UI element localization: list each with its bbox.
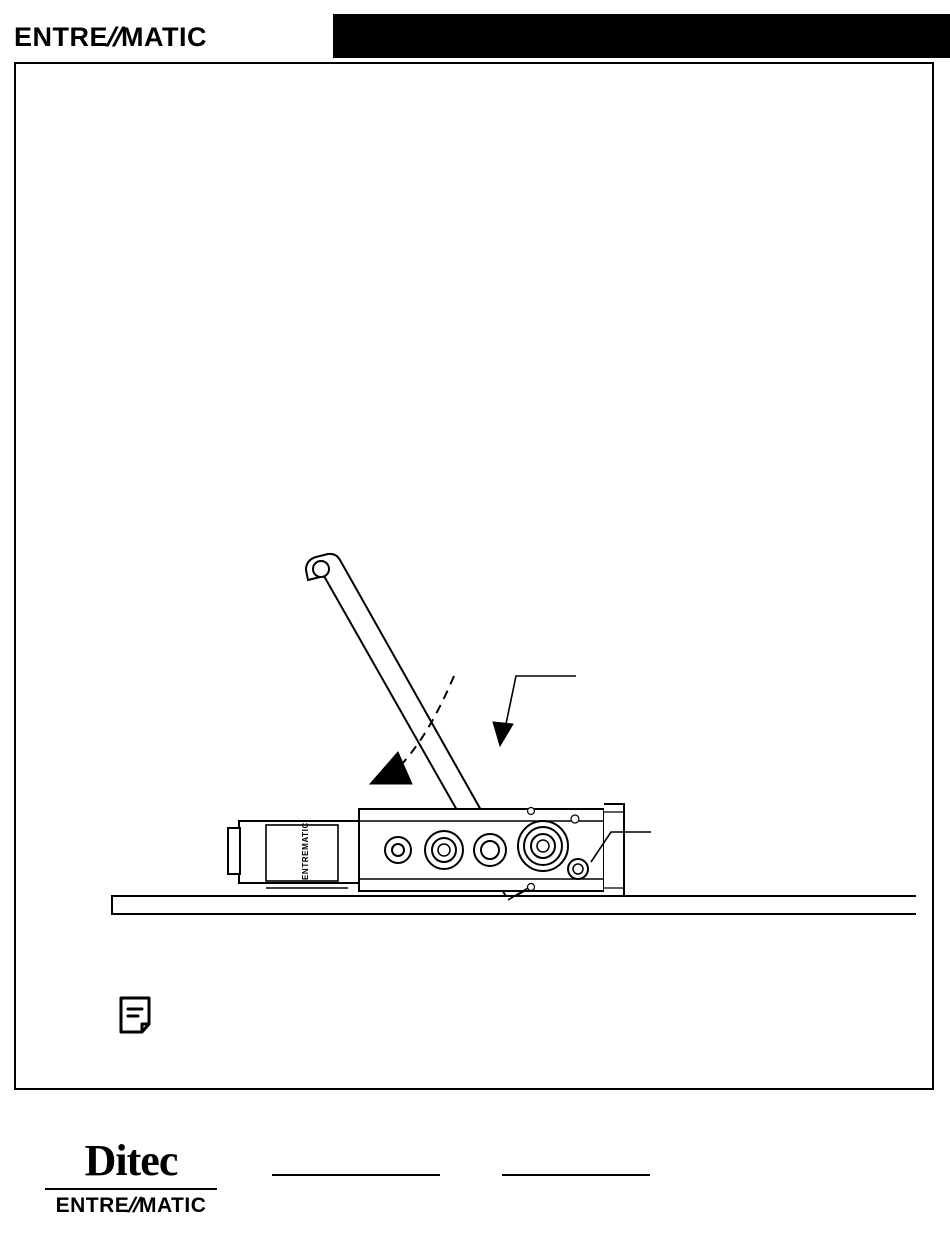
technical-illustration bbox=[76, 484, 916, 994]
entrematic-wordmark-prefix: ENTRE bbox=[14, 22, 109, 52]
entrematic-wordmark-suffix: MATIC bbox=[121, 22, 208, 52]
note-block bbox=[116, 994, 896, 1054]
footer-field-one-rule bbox=[272, 1174, 440, 1176]
entrematic-wordmark-slash: // bbox=[103, 22, 127, 52]
device-brand-label: ENTREMATIC bbox=[301, 822, 310, 880]
note-document-icon bbox=[116, 994, 160, 1038]
footer-field-two-rule bbox=[502, 1174, 650, 1176]
header-title-bar bbox=[333, 14, 950, 58]
entrematic-sub-slash: // bbox=[125, 1194, 143, 1217]
entrematic-wordmark bbox=[14, 22, 207, 53]
content-frame bbox=[14, 62, 934, 1090]
entrematic-sub-wordmark bbox=[36, 1194, 226, 1218]
ditec-entrematic-logo bbox=[36, 1138, 226, 1218]
ditec-wordmark: Ditec bbox=[84, 1136, 178, 1185]
page-footer bbox=[0, 1100, 950, 1241]
entrematic-sub-prefix: ENTRE bbox=[55, 1194, 130, 1217]
entrematic-sub-suffix: MATIC bbox=[138, 1194, 207, 1217]
page-header bbox=[0, 0, 950, 60]
logo-divider-rule bbox=[45, 1188, 217, 1190]
